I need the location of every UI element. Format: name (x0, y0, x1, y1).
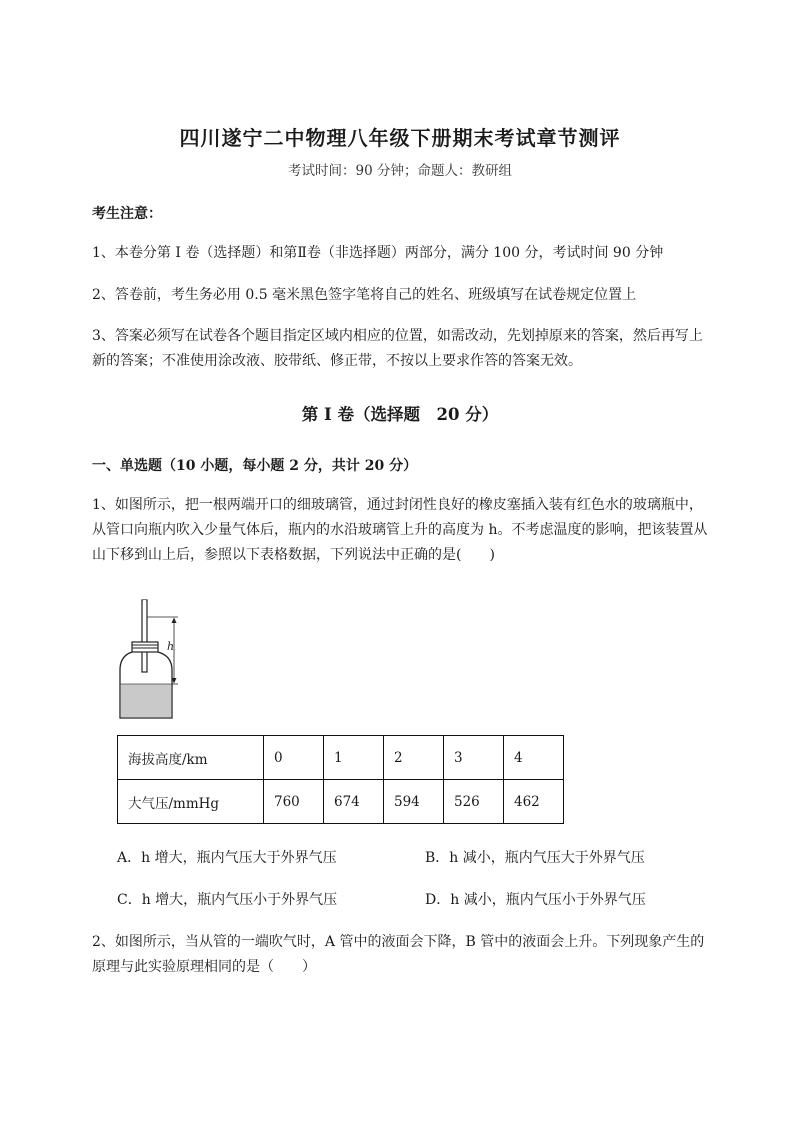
bottle-figure (112, 598, 194, 723)
table-cell: 1 (324, 736, 384, 780)
table-row (118, 780, 564, 824)
notice-item: 2、答卷前，考生务必用 0.5 毫米黑色签字笔将自己的姓名、班级填写在试卷规定位置上 (92, 287, 637, 303)
question-2-stem: 2、如图所示，当从管的一端吹气时，A 管中的液面会下降，B 管中的液面会上升。下列现象产生的原理与此实验原理相同的是（ ） (92, 934, 705, 975)
height-label: h (167, 640, 175, 653)
table-cell: 594 (384, 780, 444, 824)
question-1-stem: 1、如图所示，把一根两端开口的细玻璃管，通过封闭性良好的橡皮塞插入装有红色水的玻璃瓶中，从管口向瓶内吹入少量气体后，瓶内的水沿玻璃管上升的高度为 h。不考虑温度的影响，把该装置从山下移到山上后，参照以下表格数据，下列说法中正确的是( ) (92, 497, 708, 563)
page-title: 四川遂宁二中物理八年级下册期末考试章节测评 (179, 126, 621, 150)
notice-item: 3、答案必须写在试卷各个题目指定区域内相应的位置，如需改动，先划掉原来的答案，然后再写上新的答案；不准使用涂改液、胶带纸、修正带，不按以上要求作答的答案无效。 (92, 328, 703, 369)
table-cell: 462 (504, 780, 564, 824)
table-cell: 3 (444, 736, 504, 780)
option-d[interactable]: D．h 减小，瓶内气压小于外界气压 (425, 892, 646, 908)
option-c[interactable]: C．h 增大，瓶内气压小于外界气压 (117, 892, 338, 908)
table-cell: 海拔高度/km (118, 736, 264, 780)
table-cell: 4 (504, 736, 564, 780)
table-cell: 2 (384, 736, 444, 780)
table-cell: 526 (444, 780, 504, 824)
table-cell: 760 (264, 780, 324, 824)
table-row (118, 736, 564, 780)
option-b[interactable]: B．h 减小，瓶内气压大于外界气压 (425, 850, 645, 866)
option-a[interactable]: A．h 增大，瓶内气压大于外界气压 (117, 850, 337, 866)
table-cell: 大气压/mmHg (118, 780, 264, 824)
part-title: 一、单选题（10 小题，每小题 2 分，共计 20 分） (92, 458, 418, 474)
section-title: 第 I 卷（选择题 20 分） (301, 405, 499, 424)
table-cell: 674 (324, 780, 384, 824)
table-cell: 0 (264, 736, 324, 780)
exam-info: 考试时间：90 分钟；命题人：教研组 (288, 163, 512, 179)
notice-heading: 考生注意： (92, 206, 162, 222)
altitude-pressure-table (117, 735, 564, 824)
notice-item: 1、本卷分第 I 卷（选择题）和第Ⅱ卷（非选择题）两部分，满分 100 分，考试时间 90 分钟 (92, 245, 664, 261)
